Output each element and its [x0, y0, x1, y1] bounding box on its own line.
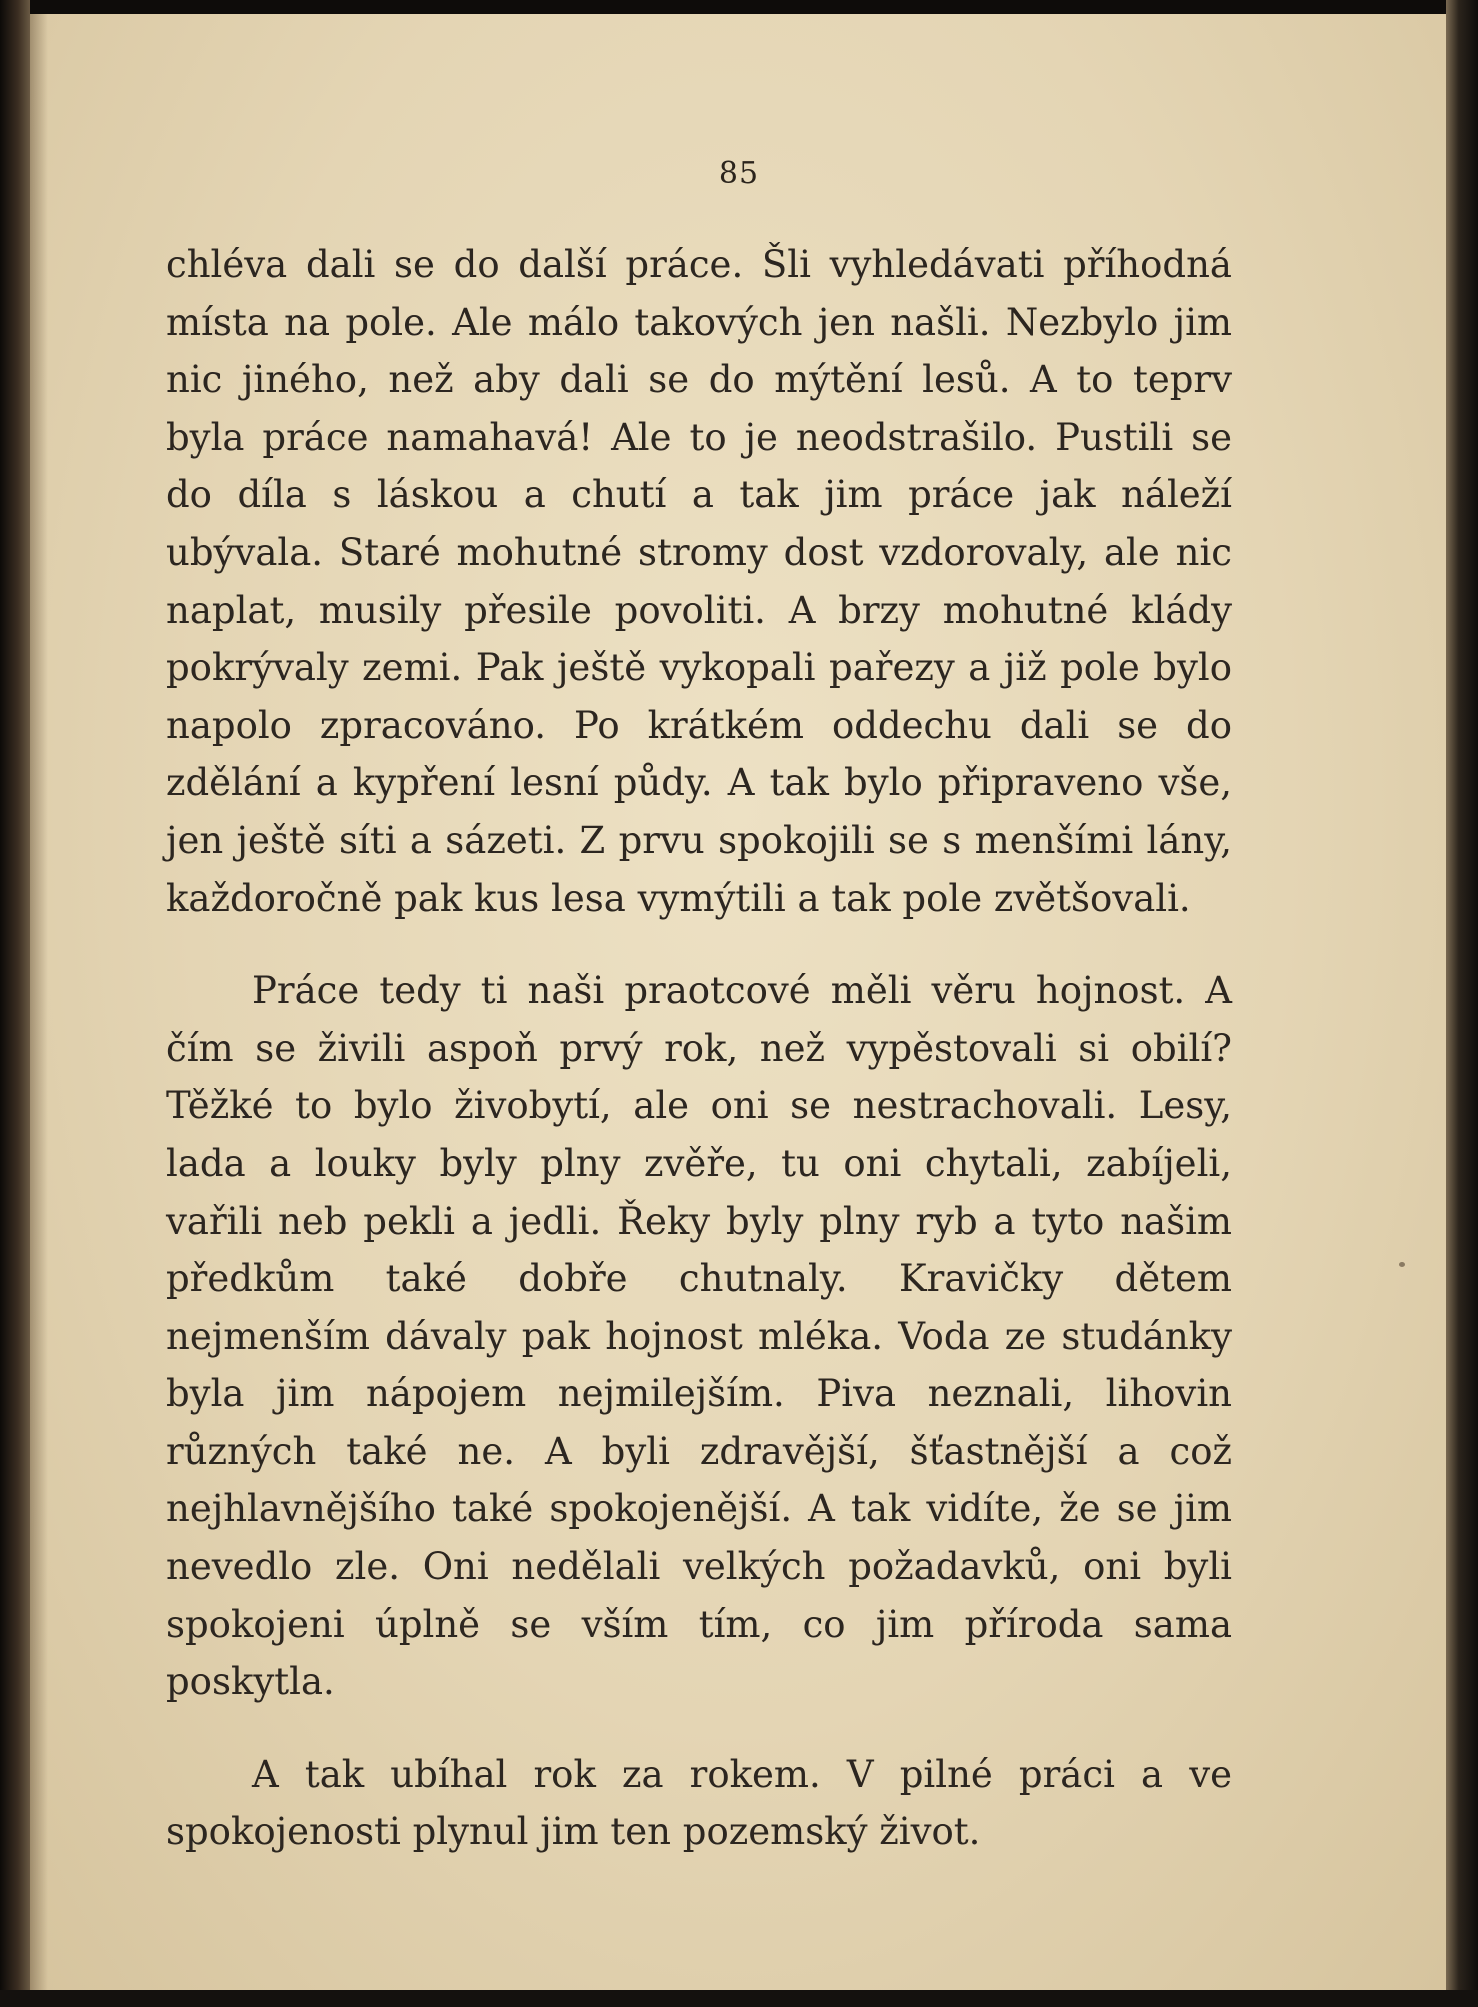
page-gutter-shadow	[30, 14, 48, 1990]
paragraph-3: A tak ubíhal rok za rokem. V pilné práci a ve spokojenosti plynul jim ten pozemský život.	[166, 1752, 1232, 1854]
body-text	[166, 236, 1232, 1896]
scan-frame-bottom	[0, 1990, 1478, 2007]
paragraph-1: chléva dali se do další práce. Šli vyhledávati příhodná místa na pole. Ale málo takových jen našli. Nezbylo jim nic jiného, než aby dali se do mýtění lesů. A to teprv byla práce namahavá! Ale to je neodstrašilo. Pustili se do díla s láskou a chutí a tak jim práce jak náleží ubývala. Staré mohutné stromy dost vzdorovaly, ale nic naplat, musily přesile povoliti. A brzy mohutné klády pokrývaly zemi. Pak ještě vykopali pařezy a již pole bylo napolo zpracováno. Po krátkém oddechu dali se do zdělání a kypření lesní půdy. A tak bylo připraveno vše, jen ještě síti a sázeti. Z prvu spokojili se s menšími lány, každoročně pak kus lesa vymýtili a tak pole zvětšovali.	[166, 243, 1232, 920]
page-number: 85	[718, 156, 760, 191]
scan-frame-top	[0, 0, 1478, 14]
paragraph-2: Práce tedy ti naši praotcové měli věru hojnost. A čím se živili aspoň prvý rok, než vypěstovali si obilí? Těžké to bylo živobytí, ale oni se nestrachovali. Lesy, lada a louky byly plny zvěře, tu oni chytali, zabíjeli, vařili neb pekli a jedli. Řeky byly plny ryb a tyto našim předkům také dobře chutnaly. Kravičky dětem nejmenším dávaly pak hojnost mléka. Voda ze studánky byla jim nápojem nejmilejším. Piva neznali, lihovin různých také ne. A byli zdravější, šťastnější a což nejhlavnějšího také spokojenější. A tak vidíte, že se jim nevedlo zle. Oni nedělali velkých požadavků, oni byli spokojeni úplně se vším tím, co jim příroda sama poskytla.	[166, 969, 1232, 1704]
paper-speck	[1399, 1262, 1405, 1267]
scan-frame-right	[1446, 0, 1478, 2007]
scan-frame-left	[0, 0, 30, 2007]
